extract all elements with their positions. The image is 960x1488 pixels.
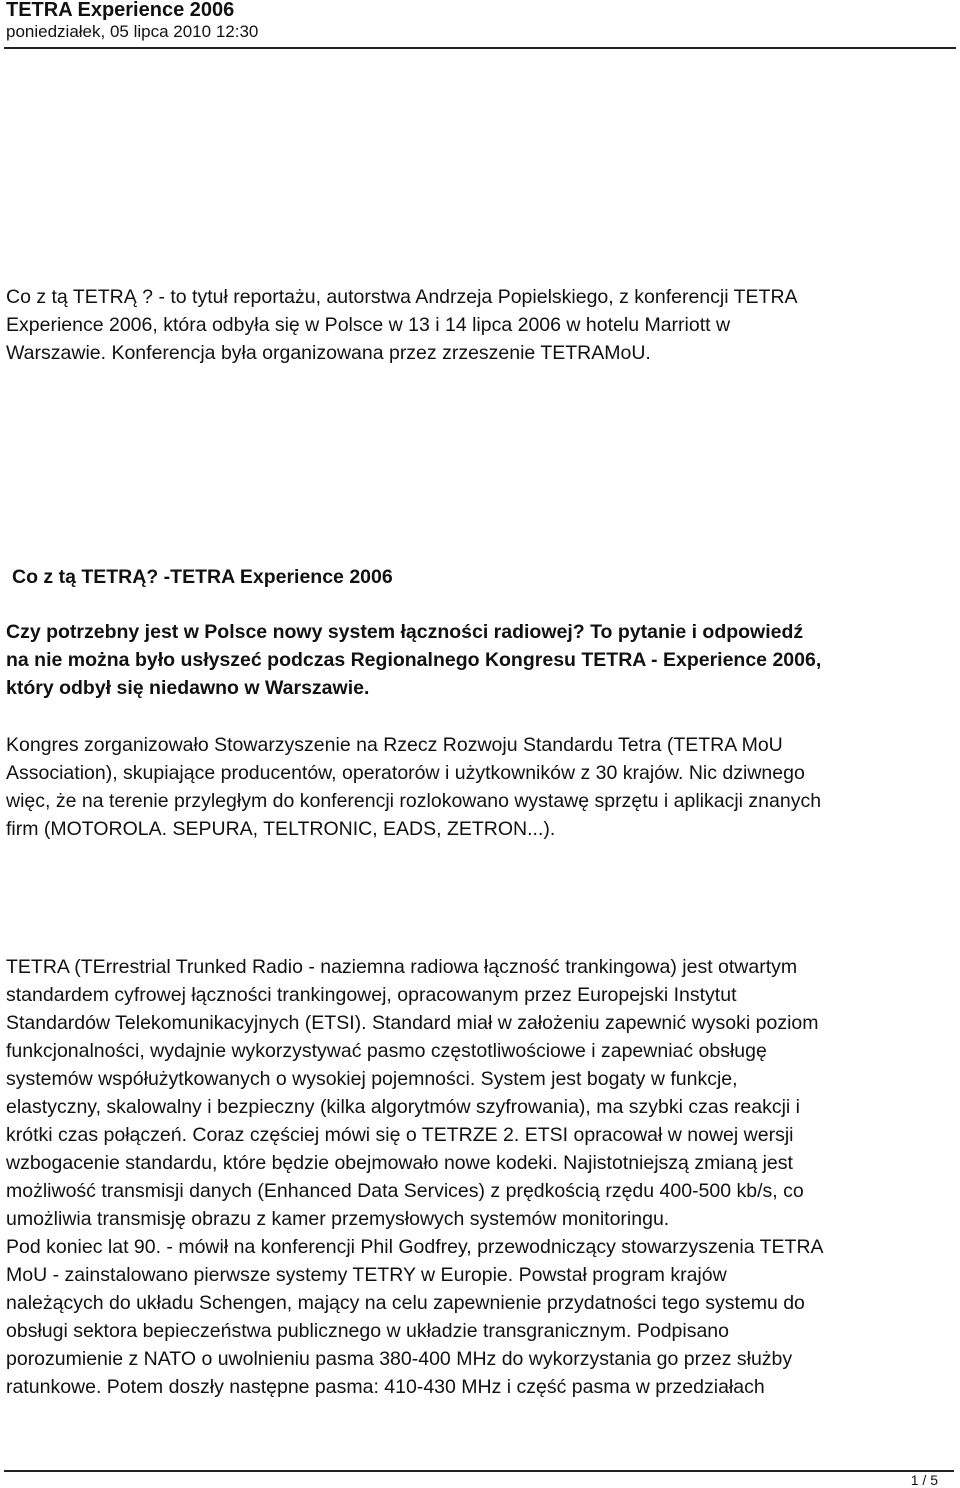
text-line: Czy potrzebny jest w Polsce nowy system łączności radiowej? To pytanie i odpowiedź	[6, 621, 804, 643]
text-line: Warszawie. Konferencja była organizowana przez zrzeszenie TETRAMoU.	[6, 342, 651, 364]
text-line: funkcjonalności, wydajnie wykorzystywać pasmo częstotliwościowe i zapewniać obsługę	[6, 1040, 767, 1062]
text-line: należących do układu Schengen, mający na celu zapewnienie przydatności tego systemu do	[6, 1292, 805, 1314]
tetra-paragraph	[6, 953, 824, 1401]
page-number: 1 / 5	[910, 1472, 938, 1488]
text-line: firm (MOTOROLA. SEPURA, TELTRONIC, EADS, ZETRON...).	[6, 818, 556, 840]
text-line: Co z tą TETRĄ ? - to tytuł reportażu, autorstwa Andrzeja Popielskiego, z konferencji TETRA	[6, 286, 798, 308]
text-line: Experience 2006, która odbyła się w Polsce w 13 i 14 lipca 2006 w hotelu Marriott w	[6, 314, 731, 336]
text-line: Kongres zorganizowało Stowarzyszenie na Rzecz Rozwoju Standardu Tetra (TETRA MoU	[6, 734, 783, 756]
intro-paragraph	[6, 283, 798, 367]
text-line: systemów współużytkowanych o wysokiej pojemności. System jest bogaty w funkcje,	[6, 1068, 738, 1090]
text-line: TETRA (TErrestrial Trunked Radio - naziemna radiowa łączność trankingowa) jest otwartym	[6, 956, 798, 978]
lead-paragraph	[6, 618, 821, 702]
article-heading: Co z tą TETRĄ? -TETRA Experience 2006	[12, 566, 393, 588]
text-line: obsługi sektora bepieczeństwa publicznego w układzie transgranicznym. Podpisano	[6, 1320, 729, 1342]
text-line: elastyczny, skalowalny i bezpieczny (kilka algorytmów szyfrowania), ma szybki czas reakcji i	[6, 1096, 800, 1118]
document-title: TETRA Experience 2006	[6, 0, 235, 21]
text-line: więc, że na terenie przyległym do konferencji rozlokowano wystawę sprzętu i aplikacji znanych	[6, 790, 822, 812]
footer-divider	[4, 1470, 954, 1472]
text-line: umożliwia transmisję obrazu z kamer przemysłowych systemów monitoringu.	[6, 1208, 670, 1230]
text-line: porozumienie z NATO o uwolnieniu pasma 380-400 MHz do wykorzystania go przez służby	[6, 1348, 793, 1370]
text-line: ratunkowe. Potem doszły następne pasma: 410-430 MHz i część pasma w przedziałach	[6, 1376, 765, 1398]
kongres-paragraph	[6, 731, 821, 843]
text-line: Pod koniec lat 90. - mówił na konferencji Phil Godfrey, przewodniczący stowarzyszenia TETRA	[6, 1236, 824, 1258]
header-divider	[4, 47, 956, 49]
text-line: wzbogacenie standardu, które będzie obejmowało nowe kodeki. Najistotniejszą zmianą jest	[6, 1152, 793, 1174]
text-line: standardem cyfrowej łączności trankingowej, opracowanym przez Europejski Instytut	[6, 984, 737, 1006]
text-line: możliwość transmisji danych (Enhanced Data Services) z prędkością rzędu 400-500 kb/s, co	[6, 1180, 804, 1202]
document-date: poniedziałek, 05 lipca 2010 12:30	[6, 22, 259, 41]
text-line: MoU - zainstalowano pierwsze systemy TETRY w Europie. Powstał program krajów	[6, 1264, 727, 1286]
text-line: Association), skupiające producentów, operatorów i użytkowników z 30 krajów. Nic dziwnego	[6, 762, 805, 784]
text-line: na nie można było usłyszeć podczas Regionalnego Kongresu TETRA - Experience 2006,	[6, 649, 822, 671]
text-line: krótki czas połączeń. Coraz częściej mówi się o TETRZE 2. ETSI opracował w nowej wersji	[6, 1124, 794, 1146]
text-line: Standardów Telekomunikacyjnych (ETSI). Standard miał w założeniu zapewnić wysoki poziom	[6, 1012, 819, 1034]
text-line: który odbył się niedawno w Warszawie.	[6, 677, 370, 699]
